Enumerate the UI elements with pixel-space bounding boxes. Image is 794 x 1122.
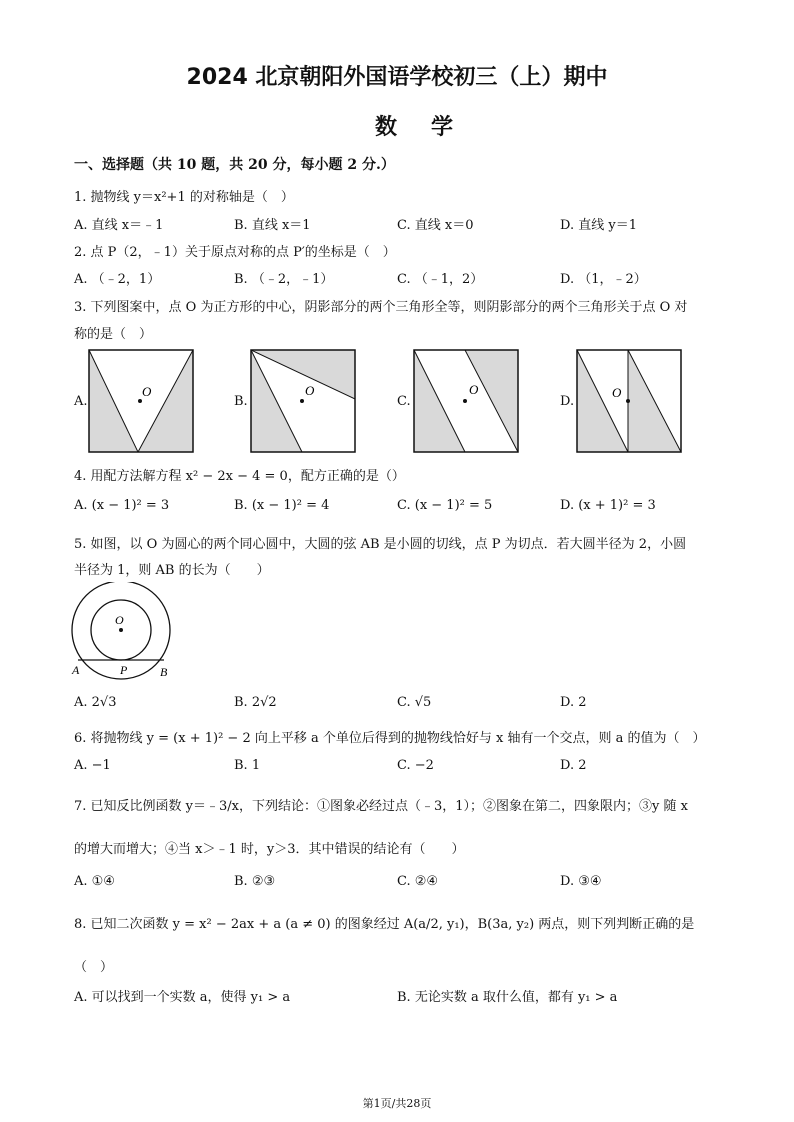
section-heading: 一、选择题（共 10 题，共 20 分，每小题 2 分.） xyxy=(74,157,395,173)
question-8-stem-line1: 8. 已知二次函数 y = x² − 2ax + a (a ≠ 0) 的图象经过 A(a/2, y₁)，B(3a, y₂) 两点，则下列判断正确的是 xyxy=(74,917,695,932)
q5-option-a: A. 2√3 xyxy=(74,695,117,710)
q8-option-b: B. 无论实数 a 取什么值，都有 y₁ > a xyxy=(397,990,618,1005)
q3-figure-b xyxy=(250,349,356,453)
question-3-stem-line2: 称的是（ ） xyxy=(74,327,153,342)
q3-label-c: C. xyxy=(397,394,411,409)
q3a-point-label: O xyxy=(142,384,152,399)
question-3-stem-line1: 3. 下列图案中，点 O 为正方形的中心，阴影部分的两个三角形全等，则阴影部分的两个三角形关于点 O 对 xyxy=(74,300,688,315)
question-5-stem-line1: 5. 如图，以 O 为圆心的两个同心圆中，大圆的弦 AB 是小圆的切线，点 P 为切点．若大圆半径为 2，小圆 xyxy=(74,537,687,552)
question-4-stem: 4. 用配方法解方程 x² − 2x − 4 = 0，配方正确的是（） xyxy=(74,469,405,484)
q2-option-c: C. （﹣1，2） xyxy=(397,272,484,287)
q5-option-b: B. 2√2 xyxy=(234,695,277,710)
q1-option-a: A. 直线 x＝﹣1 xyxy=(74,218,164,233)
page-title: 2024 北京朝阳外国语学校初三（上）期中 xyxy=(186,65,608,90)
q2-option-a: A. （﹣2，1） xyxy=(74,272,161,287)
q7-option-d: D. ③④ xyxy=(560,874,602,889)
question-8-stem-line2: （ ） xyxy=(74,960,114,975)
q5-label-b: B xyxy=(160,665,168,679)
q5-option-c: C. √5 xyxy=(397,695,432,710)
q1-option-d: D. 直线 y＝1 xyxy=(560,218,637,233)
q2-option-b: B. （﹣2，﹣1） xyxy=(234,272,334,287)
q3c-point-label: O xyxy=(469,382,479,397)
q3-label-d: D. xyxy=(560,394,575,409)
q6-option-a: A. −1 xyxy=(74,758,111,773)
question-1-stem: 1. 抛物线 y＝x²+1 的对称轴是（ ） xyxy=(74,190,294,205)
q6-option-b: B. 1 xyxy=(234,758,261,773)
page-footer: 第1页/共28页 xyxy=(362,1097,432,1110)
q6-option-c: C. −2 xyxy=(397,758,434,773)
q4-option-b: B. (x − 1)² = 4 xyxy=(234,498,330,513)
q6-option-d: D. 2 xyxy=(560,758,587,773)
q3-figure-d xyxy=(576,349,682,453)
q5-label-a: A xyxy=(72,663,80,677)
subject-heading: 数学 xyxy=(374,115,487,140)
q1-option-c: C. 直线 x＝0 xyxy=(397,218,474,233)
q3-label-b: B. xyxy=(234,394,248,409)
q7-option-b: B. ②③ xyxy=(234,874,276,889)
q5-label-p: P xyxy=(120,663,128,677)
question-7-stem-line2: 的增大而增大；④当 x＞﹣1 时，y＞3．其中错误的结论有（ ） xyxy=(74,842,465,857)
q4-option-a: A. (x − 1)² = 3 xyxy=(74,498,170,513)
q3d-point-label: O xyxy=(612,385,622,400)
q7-option-c: C. ②④ xyxy=(397,874,439,889)
q3b-point-label: O xyxy=(305,383,315,398)
q5-label-o: O xyxy=(115,613,124,627)
q4-option-d: D. (x + 1)² = 3 xyxy=(560,498,656,513)
q3-figure-a xyxy=(88,349,194,453)
q5-figure-concentric-circles xyxy=(70,582,176,682)
q7-option-a: A. ①④ xyxy=(74,874,115,889)
q1-option-b: B. 直线 x＝1 xyxy=(234,218,311,233)
question-2-stem: 2. 点 P（2，﹣1）关于原点对称的点 P′的坐标是（ ） xyxy=(74,245,396,260)
question-7-stem-line1: 7. 已知反比例函数 y＝﹣3/x，下列结论：①图象必经过点（﹣3，1）；②图象在第二，四象限内；③y 随 x xyxy=(74,799,688,814)
q5-option-d: D. 2 xyxy=(560,695,587,710)
q3-label-a: A. xyxy=(74,394,88,409)
q4-option-c: C. (x − 1)² = 5 xyxy=(397,498,493,513)
question-5-stem-line2: 半径为 1，则 AB 的长为（ ） xyxy=(74,563,270,578)
q3-figure-c xyxy=(413,349,519,453)
question-6-stem: 6. 将抛物线 y = (x + 1)² − 2 向上平移 a 个单位后得到的抛物线恰好与 x 轴有一个交点，则 a 的值为（ ） xyxy=(74,731,706,746)
q2-option-d: D. （1，﹣2） xyxy=(560,272,647,287)
q8-option-a: A. 可以找到一个实数 a，使得 y₁ > a xyxy=(74,990,291,1005)
